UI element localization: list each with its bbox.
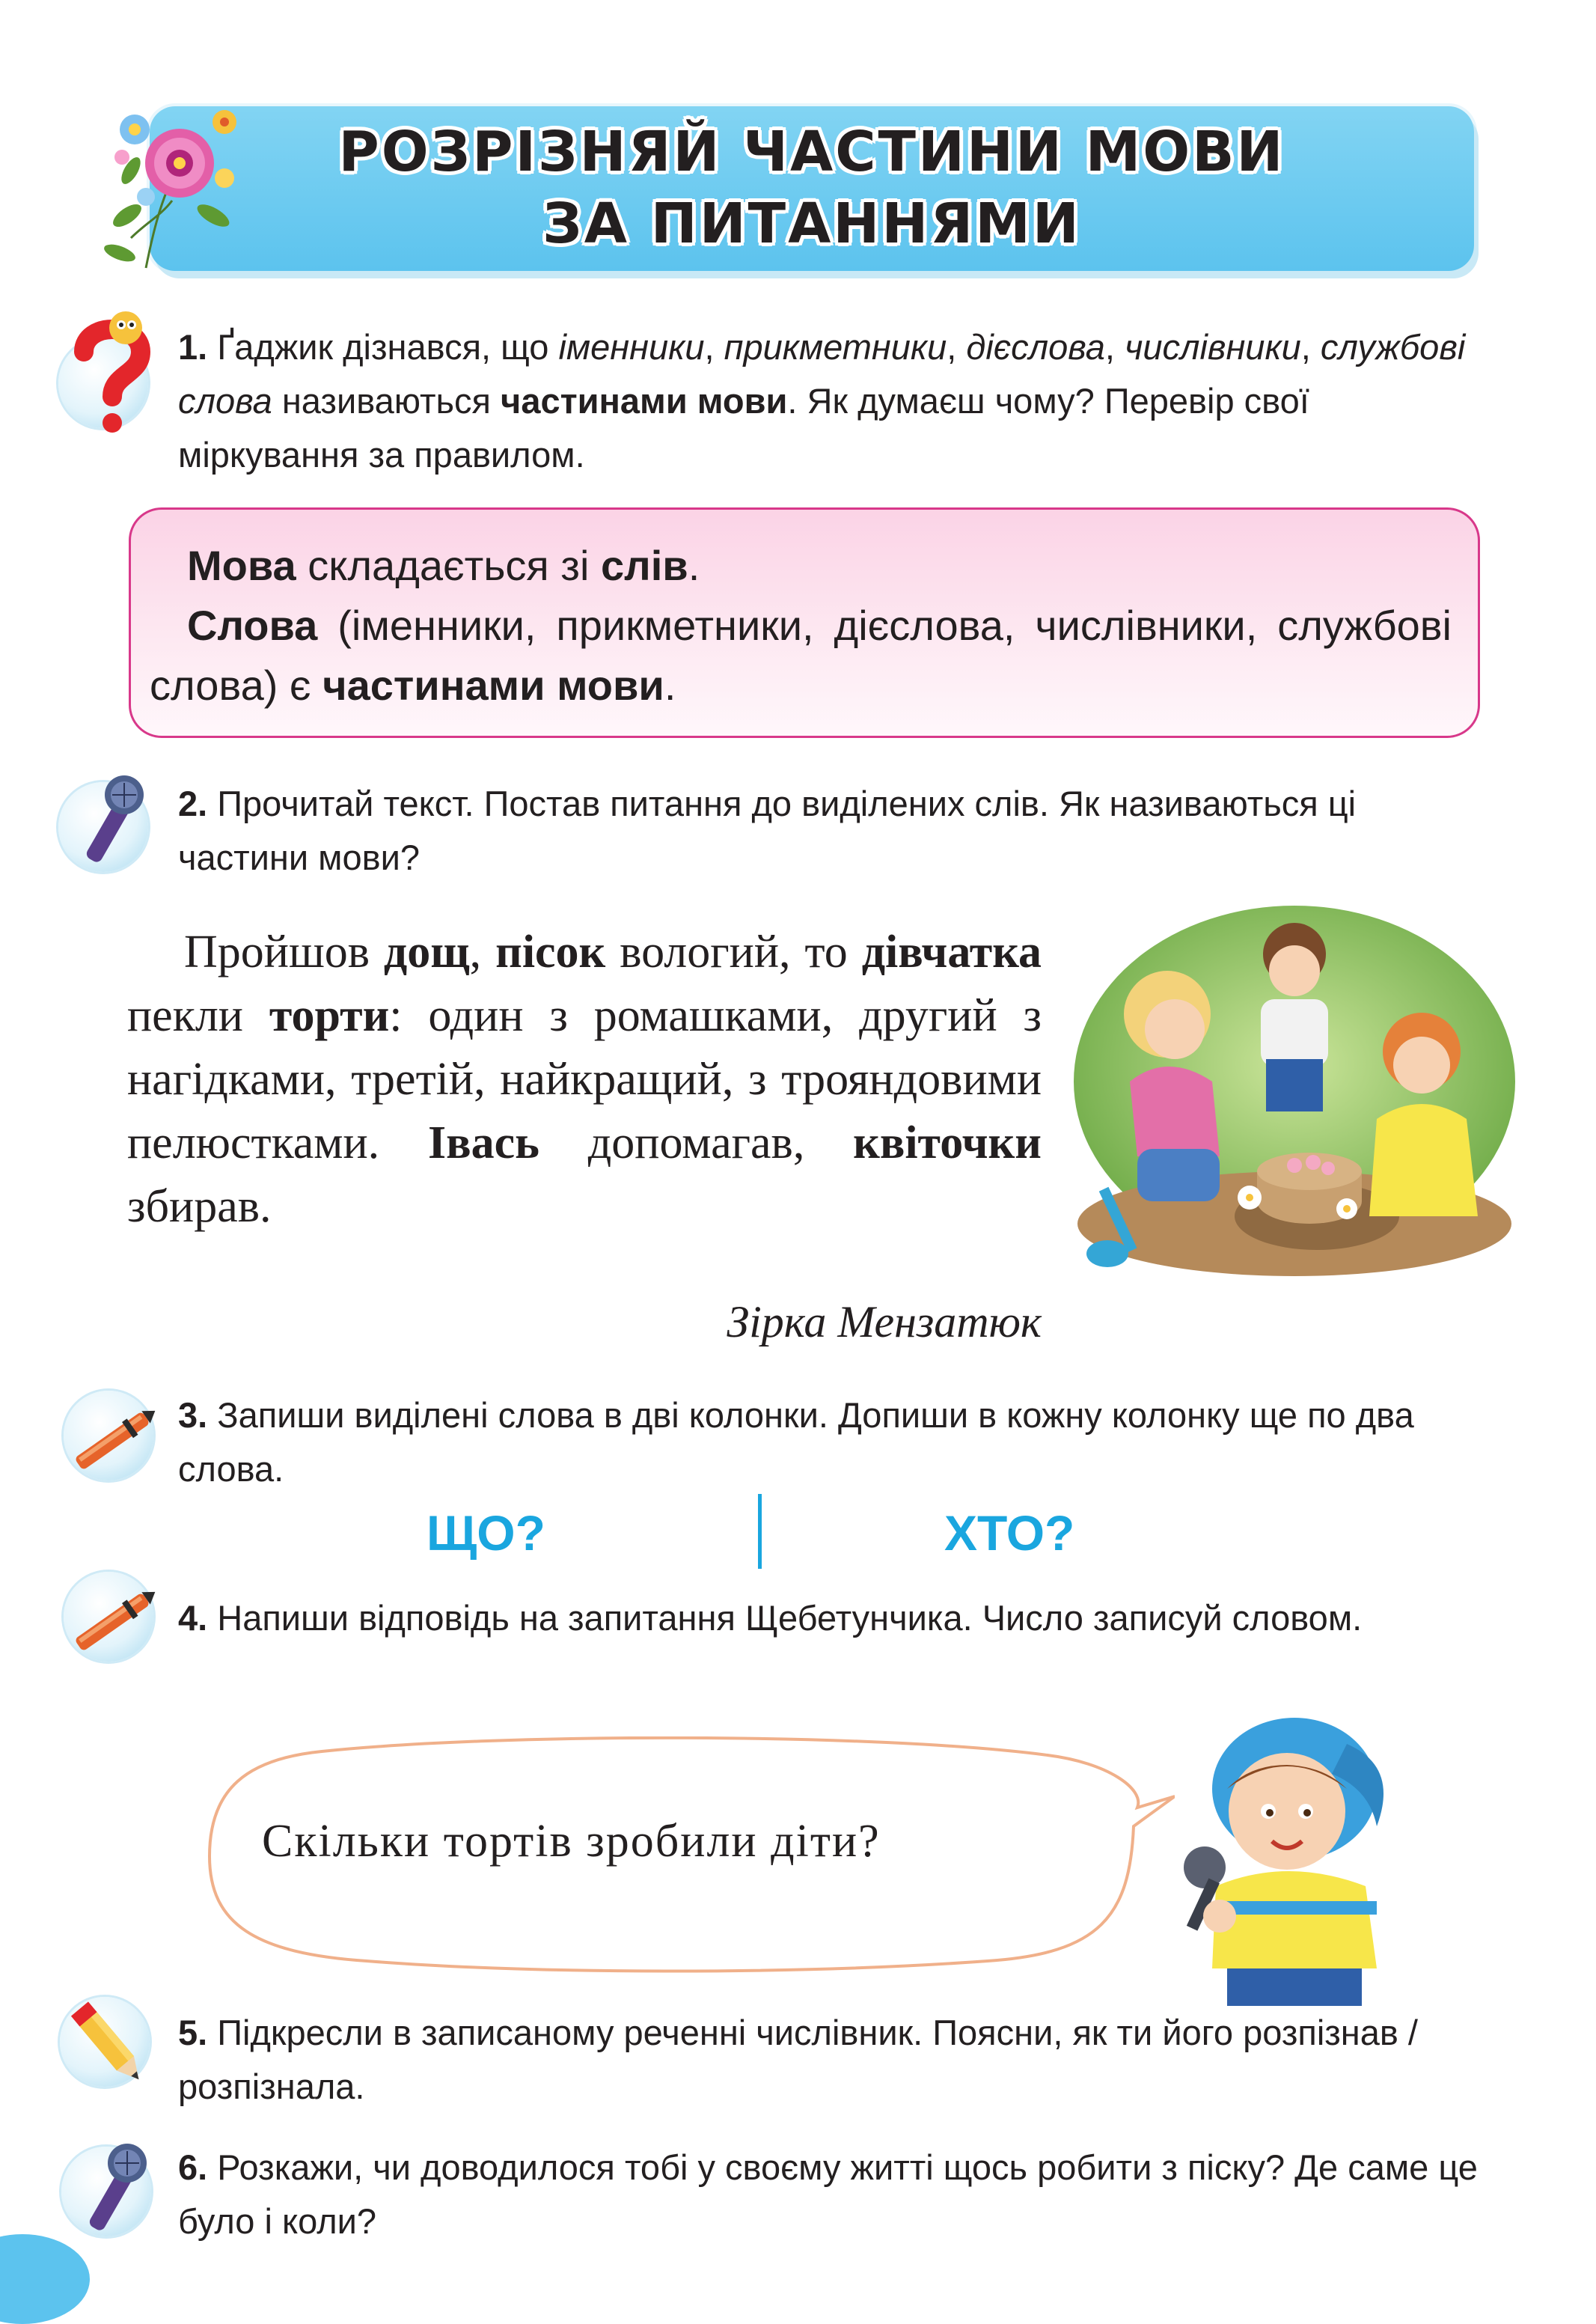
question-mark-icon [67,299,157,434]
column-head-what: ЩО? [426,1505,545,1561]
microphone-icon [69,771,151,868]
boy-with-microphone-illustration [1152,1677,1452,2006]
task-2-text: 2. Прочитай текст. Постав питання до виділених слів. Як називаються ці частини мови? [178,784,1357,877]
task-4-text: 4. Напиши відповідь на запитання Щебетунчика. Число записуй словом. [178,1598,1363,1638]
column-head-who: ХТО? [944,1505,1075,1561]
task-5-text: 5. Підкресли в записаному реченні числівник. Поясни, як ти його розпізнав / розпізнала. [178,2013,1418,2106]
children-sandbox-illustration [1070,902,1519,1276]
page-corner-decoration [0,2234,90,2324]
page-title [150,116,1474,260]
column-divider [758,1494,762,1569]
poem-author: Зірка Мензатюк [727,1297,1042,1346]
task-number: 1. [178,327,208,367]
pen-icon [60,1392,165,1489]
page-title-line-1: РОЗРІЗНЯЙ ЧАСТИНИ МОВИ [338,120,1285,184]
poem-text: Пройшов дощ, пісок вологий, то дівчатка пекли торти: один з ромашками, другий з нагідками, третій, найкращий, з трояндовими пелюстками. Івась допомагав, квіточки збирав. [127,927,1042,1232]
task-3-text: 3. Запиши виділені слова в дві колонки. Допиши в кожну колонку ще по два слова. [178,1395,1414,1489]
rule-line-1: Мова складається зі слів. [187,542,700,589]
microphone-icon [72,2139,154,2236]
rule-line-2: Слова (іменники, прикметники, дієслова, числівники, службові слова) є частинами мови. [150,602,1452,709]
task-1-text: 1. Ґаджик дізнався, що іменники, прикметники, дієслова, числівники, службові слова називаються частинами мови. Як думаєш чому? Перевір свої міркування за правилом. [178,327,1466,475]
pen-icon [60,1573,165,1671]
pencil-icon [60,1991,157,2096]
rule-text [150,536,1452,716]
speech-bubble-text: Скільки тортів зробили діти? [262,1816,881,1867]
page-title-line-2: ЗА ПИТАННЯМИ [542,192,1081,256]
task-6-text: 6. Розкажи, чи доводилося тобі у своєму житті щось робити з піску? Де саме це було і коли? [178,2147,1478,2241]
